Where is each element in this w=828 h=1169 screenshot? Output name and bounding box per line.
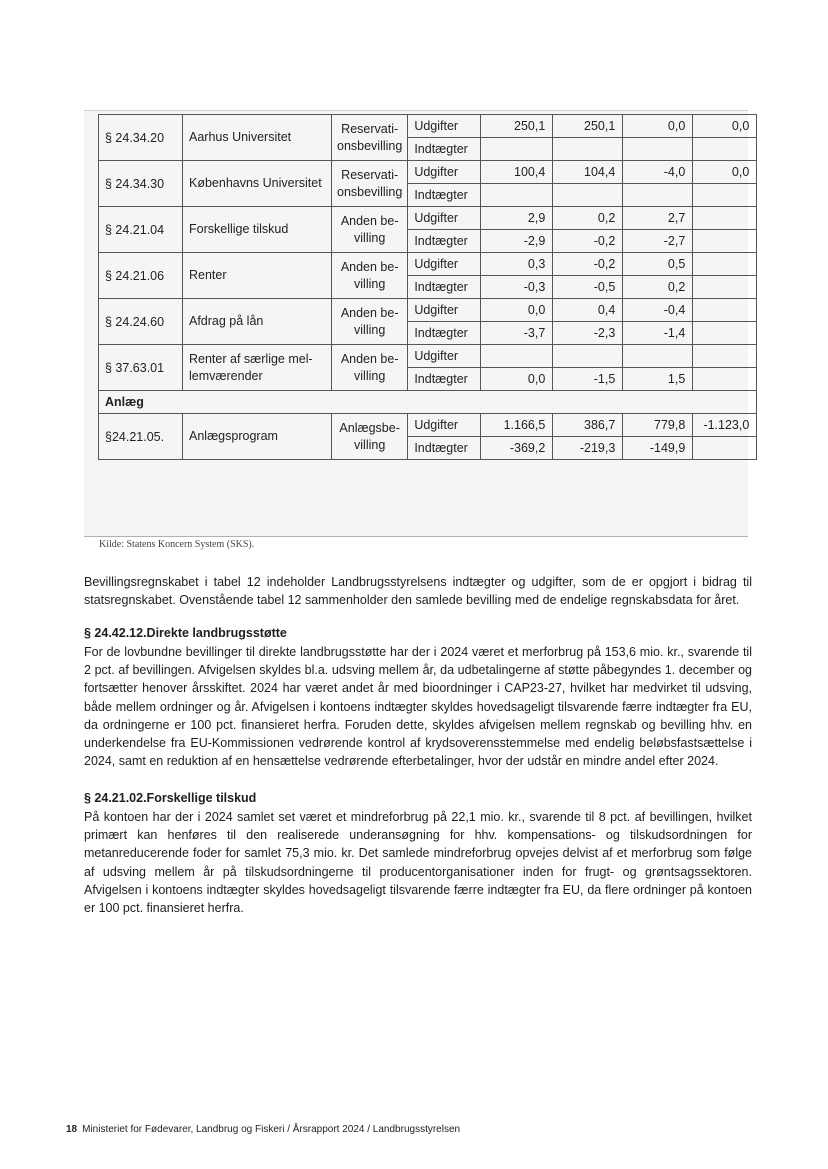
account-code: § 24.34.20: [99, 115, 183, 161]
value-cell: 100,4: [481, 161, 553, 184]
table-top-rule: [84, 110, 748, 111]
account-code: § 24.24.60: [99, 299, 183, 345]
value-cell: -2,3: [553, 322, 623, 345]
line-label: Indtægter: [408, 322, 481, 345]
page-number: 18: [66, 1124, 78, 1135]
account-code: § 24.34.30: [99, 161, 183, 207]
value-cell: 0,2: [553, 207, 623, 230]
value-cell: [481, 345, 553, 368]
value-cell: -4,0: [623, 161, 693, 184]
value-cell: [693, 322, 757, 345]
value-cell: [693, 299, 757, 322]
table-row: [99, 161, 757, 184]
value-cell: [693, 368, 757, 391]
line-label: Indtægter: [408, 184, 481, 207]
page-footer: [66, 1124, 460, 1135]
table-row: [99, 207, 757, 230]
line-label: Udgifter: [408, 299, 481, 322]
value-cell: -0,2: [553, 230, 623, 253]
value-cell: [693, 345, 757, 368]
value-cell: 0,0: [693, 115, 757, 138]
value-cell: 386,7: [553, 414, 623, 437]
value-cell: -1,5: [553, 368, 623, 391]
value-cell: [623, 345, 693, 368]
account-name: Renter: [183, 253, 332, 299]
value-cell: -219,3: [553, 437, 623, 460]
account-name: Forskellige tilskud: [183, 207, 332, 253]
value-cell: -149,9: [623, 437, 693, 460]
line-label: Indtægter: [408, 138, 481, 161]
value-cell: 0,5: [623, 253, 693, 276]
value-cell: [623, 138, 693, 161]
value-cell: -0,3: [481, 276, 553, 299]
line-label: Indtægter: [408, 437, 481, 460]
section-label: Anlæg: [99, 391, 757, 414]
value-cell: [553, 345, 623, 368]
section-heading-direkte-landbrugsstotte: § 24.42.12.Direkte landbrugsstøtte: [84, 626, 287, 640]
account-code: §24.21.05.: [99, 414, 183, 460]
footer-text: Ministeriet for Fødevarer, Landbrug og Fiskeri / Årsrapport 2024 / Landbrugsstyrelsen: [82, 1124, 461, 1135]
appropriation-type: Reservati-onsbevilling: [332, 161, 408, 207]
value-cell: [481, 184, 553, 207]
value-cell: 104,4: [553, 161, 623, 184]
value-cell: 1,5: [623, 368, 693, 391]
value-cell: 2,7: [623, 207, 693, 230]
appropriation-type: Anlægsbe-villing: [332, 414, 408, 460]
appropriation-type: Anden be-villing: [332, 253, 408, 299]
table-row: [99, 345, 757, 368]
intro-paragraph: Bevillingsregnskabet i tabel 12 indeholder Landbrugsstyrelsens indtægter og udgifter, som de er opgjort i bidrag til statsregnskabet. Ovenstående tabel 12 sammenholder den samlede bevilling med de endelige regnskabsdata for året.: [84, 575, 752, 608]
value-cell: -0,2: [553, 253, 623, 276]
value-cell: [553, 138, 623, 161]
value-cell: 0,0: [623, 115, 693, 138]
value-cell: -3,7: [481, 322, 553, 345]
value-cell: 1.166,5: [481, 414, 553, 437]
value-cell: -0,4: [623, 299, 693, 322]
line-label: Indtægter: [408, 230, 481, 253]
account-code: § 24.21.04: [99, 207, 183, 253]
value-cell: [623, 184, 693, 207]
line-label: Udgifter: [408, 414, 481, 437]
value-cell: -1,4: [623, 322, 693, 345]
value-cell: [693, 207, 757, 230]
table-row: [99, 253, 757, 276]
value-cell: [693, 253, 757, 276]
value-cell: [553, 184, 623, 207]
value-cell: 0,2: [623, 276, 693, 299]
line-label: Indtægter: [408, 276, 481, 299]
value-cell: 2,9: [481, 207, 553, 230]
account-name: Renter af særlige mel-lemværender: [183, 345, 332, 391]
value-cell: -2,7: [623, 230, 693, 253]
section-body-direkte-landbrugsstotte: For de lovbundne bevillinger til direkte landbrugsstøtte har der i 2024 været et merforbrug på 153,6 mio. kr., svarende til 2 pct. af bevillingen. Afvigelsen skyldes bl.a. udsving mellem år, da udbetalingerne af støtte påbegyndes 1. december og fortsætter henover årsskiftet. 2024 har været andet år med bioordninger i CAP23-27, hvilket har medvirket til udsving, både mellem ordninger og år. Afvigelsen i kontoens indtægter skyldes hovedsageligt tilsvarende færre indtægter fra EU, da ordningerne er 100 pct. finansieret herfra. Foruden dette, skyldes afvigelsen mellem regnskab og bevilling hhv. en underkendelse fra EU-Kommissionen vedrørende kontrol af krydsoverensstemmelse med endelig beløbsfastsættelse i 2024, samt en reduktion af en hensættelse vedrørende efterbetalinger, hvor der udstår en mindre andel efter 2024.: [84, 645, 752, 769]
account-name: Anlægsprogram: [183, 414, 332, 460]
value-cell: [693, 230, 757, 253]
value-cell: 250,1: [553, 115, 623, 138]
value-cell: [693, 138, 757, 161]
budget-table: [98, 114, 757, 460]
value-cell: [693, 184, 757, 207]
value-cell: 0,4: [553, 299, 623, 322]
line-label: Udgifter: [408, 207, 481, 230]
section-body-forskellige-tilskud: På kontoen har der i 2024 samlet set været et mindreforbrug på 22,1 mio. kr., svarende til 8 pct. af bevillingen, hvilket primært kan henføres til den realiserede underansøgning for hhv. kompensations- og tilskudsordningen for metanreducerende foder for samlet 75,3 mio. kr. Det samlede mindreforbrug opvejes delvist af et merforbrug som følge af udsving mellem år på tilskudsordningerne til producentorganisationer inden for frugt- og grøntsagssektoren. Afvigelsen i kontoens indtægter skyldes hovedsageligt tilsvarende færre indtægter fra EU, da flere ordninger på kontoen er 100 pct. finansieret herfra.: [84, 810, 752, 916]
appropriation-type: Anden be-villing: [332, 345, 408, 391]
line-label: Udgifter: [408, 345, 481, 368]
value-cell: 0,3: [481, 253, 553, 276]
table-row: [99, 115, 757, 138]
value-cell: [481, 138, 553, 161]
appropriation-type: Anden be-villing: [332, 207, 408, 253]
value-cell: -369,2: [481, 437, 553, 460]
line-label: Udgifter: [408, 161, 481, 184]
value-cell: [693, 276, 757, 299]
line-label: Udgifter: [408, 115, 481, 138]
table-row: [99, 414, 757, 437]
section-heading-forskellige-tilskud: § 24.21.02.Forskellige tilskud: [84, 791, 257, 805]
value-cell: -2,9: [481, 230, 553, 253]
value-cell: -0,5: [553, 276, 623, 299]
value-cell: 0,0: [693, 161, 757, 184]
account-code: § 24.21.06: [99, 253, 183, 299]
account-name: Københavns Universitet: [183, 161, 332, 207]
table-source-note: Kilde: Statens Koncern System (SKS).: [99, 539, 255, 550]
table-section-row: [99, 391, 757, 414]
appropriation-type: Reservati-onsbevilling: [332, 115, 408, 161]
value-cell: 779,8: [623, 414, 693, 437]
appropriation-type: Anden be-villing: [332, 299, 408, 345]
line-label: Udgifter: [408, 253, 481, 276]
value-cell: 0,0: [481, 299, 553, 322]
line-label: Indtægter: [408, 368, 481, 391]
account-code: § 37.63.01: [99, 345, 183, 391]
account-name: Afdrag på lån: [183, 299, 332, 345]
table-bottom-rule: [84, 536, 748, 537]
value-cell: -1.123,0: [693, 414, 757, 437]
account-name: Aarhus Universitet: [183, 115, 332, 161]
value-cell: 250,1: [481, 115, 553, 138]
table-row: [99, 299, 757, 322]
value-cell: [693, 437, 757, 460]
value-cell: 0,0: [481, 368, 553, 391]
